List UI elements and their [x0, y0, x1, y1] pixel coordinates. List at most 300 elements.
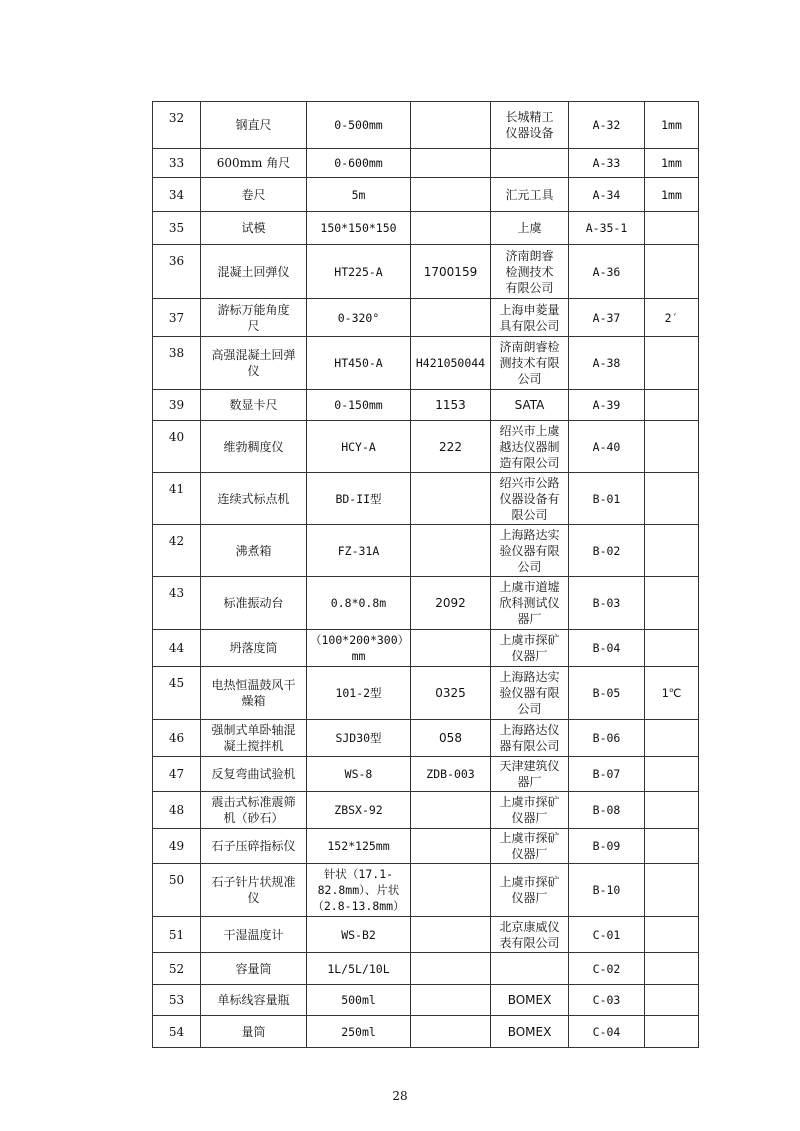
cell-no-text: 41 — [168, 482, 185, 496]
cell-no-text: 53 — [168, 993, 185, 1007]
cell-code — [569, 102, 645, 149]
cell-name — [201, 212, 307, 245]
cell-spec-text: ZBSX-92 — [334, 803, 383, 817]
cell-serial — [411, 757, 491, 792]
cell-spec — [307, 212, 411, 245]
cell-resolution — [645, 720, 699, 757]
cell-no-text: 37 — [168, 310, 185, 325]
cell-spec-text: 1L/5L/10L — [327, 961, 390, 976]
cell-spec — [307, 149, 411, 178]
cell-name — [201, 667, 307, 720]
cell-serial — [411, 953, 491, 985]
cell-no — [153, 720, 201, 757]
cell-name-text: 标准振动台 — [223, 596, 284, 610]
cell-no-text: 49 — [168, 839, 185, 853]
cell-maker-text: 上海路达实 验仪器有限 公司 — [499, 527, 560, 574]
cell-resolution-text: 1mm — [661, 187, 682, 202]
cell-spec — [307, 473, 411, 525]
cell-serial — [411, 473, 491, 525]
cell-code-text: A-37 — [592, 310, 621, 325]
cell-maker — [491, 985, 569, 1016]
cell-code — [569, 720, 645, 757]
cell-name-text: 单标线容量瓶 — [217, 993, 290, 1007]
cell-spec-text: 5m — [351, 187, 366, 202]
cell-no-text: 54 — [168, 1024, 185, 1039]
cell-name — [201, 299, 307, 337]
cell-code-text: A-33 — [592, 156, 621, 170]
cell-code — [569, 985, 645, 1016]
cell-name — [201, 149, 307, 178]
cell-no-text: 35 — [168, 221, 185, 235]
cell-maker — [491, 245, 569, 299]
cell-code — [569, 149, 645, 178]
cell-serial-text: 0325 — [435, 686, 466, 700]
cell-resolution — [645, 630, 699, 667]
cell-maker-text: 天津建筑仪 器厂 — [499, 759, 560, 789]
cell-no-text: 51 — [168, 927, 185, 942]
table-row — [153, 337, 699, 390]
cell-name-text: 600mm 角尺 — [216, 156, 291, 170]
cell-spec-text: SJD30型 — [335, 731, 382, 745]
cell-spec-text: BD-II型 — [335, 491, 382, 506]
cell-spec — [307, 917, 411, 953]
cell-code — [569, 792, 645, 829]
cell-maker — [491, 1016, 569, 1048]
cell-serial — [411, 577, 491, 630]
cell-name-text: 试模 — [241, 221, 266, 235]
cell-serial — [411, 864, 491, 917]
cell-code-text: A-36 — [592, 264, 621, 279]
table-row — [153, 953, 699, 985]
cell-spec-text: FZ-31A — [337, 543, 380, 558]
cell-maker — [491, 630, 569, 667]
cell-spec-text: 0-500mm — [334, 118, 383, 132]
cell-serial-text: 058 — [439, 731, 462, 745]
cell-no-text: 43 — [168, 586, 185, 600]
cell-name — [201, 917, 307, 953]
cell-resolution — [645, 245, 699, 299]
cell-serial-text: ZDB-003 — [426, 767, 475, 781]
table-row — [153, 917, 699, 953]
cell-no-text: 46 — [168, 731, 185, 745]
cell-spec — [307, 525, 411, 577]
cell-maker-text: 上虞市道墟 欣科测试仪 器厂 — [499, 580, 560, 626]
cell-code — [569, 630, 645, 667]
cell-name — [201, 1016, 307, 1048]
table-row — [153, 149, 699, 178]
cell-resolution — [645, 299, 699, 337]
cell-code-text: A-34 — [592, 187, 621, 202]
cell-code-text: A-35-1 — [585, 221, 628, 235]
cell-resolution — [645, 178, 699, 212]
cell-resolution — [645, 985, 699, 1016]
cell-no-text: 48 — [168, 803, 185, 817]
cell-name — [201, 390, 307, 421]
table-row — [153, 421, 699, 473]
cell-resolution — [645, 864, 699, 917]
table-row — [153, 1016, 699, 1048]
cell-code-text: B-02 — [592, 543, 621, 558]
table-row — [153, 720, 699, 757]
cell-name-text: 钢直尺 — [235, 118, 272, 132]
cell-maker-text: 汇元工具 — [505, 187, 554, 202]
cell-maker-text: 上海路达仪 器有限公司 — [499, 723, 560, 753]
cell-code-text: A-40 — [592, 439, 621, 454]
cell-spec-text: WS-B2 — [341, 927, 376, 942]
cell-resolution — [645, 577, 699, 630]
cell-no — [153, 829, 201, 864]
cell-code-text: B-09 — [592, 839, 621, 853]
cell-maker-text: 长城精工 仪器设备 — [505, 110, 554, 140]
cell-name — [201, 985, 307, 1016]
cell-maker-text: 绍兴市上虞 越达仪器制 造有限公司 — [499, 423, 560, 470]
cell-code-text: C-02 — [592, 961, 621, 976]
cell-code-text: C-04 — [592, 1024, 621, 1039]
cell-maker-text: BOMEX — [507, 1024, 552, 1039]
cell-serial — [411, 178, 491, 212]
cell-no — [153, 577, 201, 630]
cell-maker — [491, 720, 569, 757]
cell-code-text: A-39 — [592, 398, 621, 412]
cell-maker — [491, 299, 569, 337]
cell-serial — [411, 720, 491, 757]
table-row — [153, 473, 699, 525]
cell-code — [569, 829, 645, 864]
table-row — [153, 102, 699, 149]
cell-code-text: B-05 — [592, 686, 621, 700]
cell-name-text: 反复弯曲试验机 — [211, 767, 296, 781]
cell-code — [569, 577, 645, 630]
cell-no — [153, 917, 201, 953]
cell-no-text: 44 — [168, 641, 185, 655]
cell-code — [569, 1016, 645, 1048]
table-body — [153, 102, 699, 1048]
cell-name — [201, 245, 307, 299]
cell-no-text: 40 — [168, 430, 185, 444]
cell-spec — [307, 720, 411, 757]
cell-name-text: 游标万能角度 尺 — [217, 302, 290, 333]
cell-no-text: 32 — [168, 111, 185, 125]
cell-code-text: C-03 — [592, 993, 621, 1007]
cell-no — [153, 245, 201, 299]
table-row — [153, 667, 699, 720]
cell-no — [153, 299, 201, 337]
cell-serial — [411, 667, 491, 720]
cell-spec — [307, 667, 411, 720]
cell-spec-text: 0-320° — [337, 310, 380, 325]
cell-serial — [411, 525, 491, 577]
cell-serial — [411, 421, 491, 473]
cell-spec — [307, 299, 411, 337]
cell-no — [153, 421, 201, 473]
cell-maker-text: 绍兴市公路 仪器设备有 限公司 — [499, 475, 560, 522]
cell-name-text: 数显卡尺 — [229, 398, 278, 412]
cell-name-text: 石子压碎指标仪 — [211, 839, 296, 853]
cell-resolution-text: 1℃ — [661, 686, 682, 700]
cell-maker — [491, 421, 569, 473]
cell-serial — [411, 299, 491, 337]
cell-maker — [491, 102, 569, 149]
cell-maker — [491, 953, 569, 985]
cell-serial — [411, 390, 491, 421]
cell-no — [153, 390, 201, 421]
cell-name-text: 沸煮箱 — [235, 543, 272, 558]
table-row — [153, 525, 699, 577]
table-row — [153, 630, 699, 667]
cell-no — [153, 667, 201, 720]
cell-name-text: 坍落度筒 — [229, 641, 278, 655]
cell-maker — [491, 337, 569, 390]
cell-resolution — [645, 917, 699, 953]
cell-spec — [307, 864, 411, 917]
cell-name — [201, 720, 307, 757]
cell-no — [153, 864, 201, 917]
cell-maker-text: 济南朗睿检 测技术有限 公司 — [499, 340, 560, 386]
cell-code — [569, 864, 645, 917]
cell-code — [569, 917, 645, 953]
cell-serial-text: 1700159 — [423, 264, 478, 279]
cell-no — [153, 1016, 201, 1048]
cell-code-text: C-01 — [592, 927, 621, 942]
equipment-table — [152, 101, 699, 1048]
cell-no-text: 42 — [168, 534, 185, 548]
cell-code — [569, 525, 645, 577]
cell-spec — [307, 245, 411, 299]
cell-no-text: 33 — [168, 156, 185, 170]
cell-name — [201, 337, 307, 390]
cell-spec-text: WS-8 — [344, 767, 373, 781]
cell-resolution-text: 1mm — [661, 118, 682, 132]
table-row — [153, 864, 699, 917]
cell-spec — [307, 390, 411, 421]
cell-maker — [491, 525, 569, 577]
cell-resolution — [645, 149, 699, 178]
cell-name-text: 高强混凝土回弹 仪 — [211, 348, 296, 378]
cell-maker-text: 上虞市探矿 仪器厂 — [499, 875, 560, 905]
cell-no-text: 47 — [168, 767, 185, 781]
cell-resolution-text: 1mm — [661, 156, 682, 170]
cell-code — [569, 757, 645, 792]
cell-maker — [491, 577, 569, 630]
cell-code-text: B-03 — [592, 596, 621, 610]
cell-name — [201, 473, 307, 525]
cell-maker — [491, 178, 569, 212]
cell-maker-text: BOMEX — [507, 993, 552, 1007]
cell-maker — [491, 390, 569, 421]
cell-name — [201, 630, 307, 667]
table-row — [153, 757, 699, 792]
cell-no-text: 52 — [168, 961, 185, 976]
table-row — [153, 245, 699, 299]
cell-serial — [411, 792, 491, 829]
cell-serial — [411, 917, 491, 953]
cell-name-text: 混凝土回弹仪 — [217, 264, 290, 279]
cell-no — [153, 630, 201, 667]
cell-spec-text: 152*125mm — [327, 839, 390, 853]
cell-maker — [491, 212, 569, 245]
cell-name-text: 容量筒 — [235, 961, 272, 976]
cell-spec-text: （100*200*300） mm — [310, 633, 410, 663]
cell-code — [569, 245, 645, 299]
cell-spec — [307, 102, 411, 149]
cell-resolution — [645, 525, 699, 577]
cell-maker-text: 济南朗睿 检测技术 有限公司 — [505, 248, 554, 295]
cell-no — [153, 102, 201, 149]
cell-name-text: 石子针片状规准 仪 — [211, 875, 296, 905]
cell-spec — [307, 421, 411, 473]
cell-resolution — [645, 757, 699, 792]
cell-resolution-text: 2′ — [664, 310, 679, 325]
cell-spec — [307, 985, 411, 1016]
cell-name-text: 强制式单卧轴混 凝土搅拌机 — [211, 723, 296, 753]
cell-serial — [411, 337, 491, 390]
cell-maker — [491, 473, 569, 525]
cell-serial — [411, 985, 491, 1016]
cell-maker-text: 上海申菱量 具有限公司 — [499, 302, 560, 333]
cell-no-text: 39 — [168, 398, 185, 412]
cell-resolution — [645, 792, 699, 829]
cell-no — [153, 149, 201, 178]
cell-code — [569, 337, 645, 390]
cell-code — [569, 212, 645, 245]
cell-serial — [411, 829, 491, 864]
cell-maker — [491, 829, 569, 864]
cell-maker — [491, 864, 569, 917]
table-row — [153, 829, 699, 864]
cell-name — [201, 792, 307, 829]
cell-code-text: B-07 — [592, 767, 621, 781]
cell-spec-text: 0-150mm — [334, 398, 383, 412]
cell-no-text: 38 — [168, 346, 185, 360]
table-row — [153, 390, 699, 421]
cell-maker-text: 上虞 — [517, 221, 542, 235]
table-row — [153, 212, 699, 245]
cell-name — [201, 757, 307, 792]
cell-no — [153, 985, 201, 1016]
cell-serial-text: 222 — [439, 439, 462, 454]
cell-serial — [411, 1016, 491, 1048]
cell-spec — [307, 337, 411, 390]
table-row — [153, 985, 699, 1016]
page-number: 28 — [392, 1089, 408, 1103]
cell-spec-text: 0-600mm — [334, 156, 383, 170]
cell-resolution — [645, 390, 699, 421]
cell-resolution — [645, 953, 699, 985]
cell-code — [569, 953, 645, 985]
cell-no-text: 50 — [168, 873, 185, 887]
table-row — [153, 577, 699, 630]
cell-no — [153, 792, 201, 829]
cell-code — [569, 299, 645, 337]
cell-code — [569, 390, 645, 421]
table-row — [153, 299, 699, 337]
cell-name — [201, 829, 307, 864]
cell-spec-text: 101-2型 — [335, 686, 382, 700]
cell-spec — [307, 577, 411, 630]
cell-serial-text: H421050044 — [415, 356, 486, 370]
cell-code-text: A-38 — [592, 356, 621, 370]
cell-maker — [491, 149, 569, 178]
cell-no — [153, 178, 201, 212]
cell-code-text: B-10 — [592, 883, 621, 897]
cell-serial — [411, 630, 491, 667]
cell-no — [153, 953, 201, 985]
cell-resolution — [645, 421, 699, 473]
cell-spec — [307, 757, 411, 792]
cell-resolution — [645, 829, 699, 864]
cell-spec — [307, 630, 411, 667]
cell-spec-text: HT225-A — [334, 264, 383, 279]
cell-code — [569, 473, 645, 525]
cell-name-text: 卷尺 — [241, 187, 266, 202]
cell-code — [569, 667, 645, 720]
cell-spec — [307, 829, 411, 864]
cell-serial — [411, 149, 491, 178]
cell-no — [153, 525, 201, 577]
cell-name-text: 维勃稠度仪 — [223, 439, 284, 454]
cell-spec-text: 针状（17.1- 82.8mm）、片状 （2.8-13.8mm） — [312, 867, 405, 913]
cell-code — [569, 178, 645, 212]
cell-spec-text: HT450-A — [334, 356, 383, 370]
table-row — [153, 178, 699, 212]
cell-no — [153, 212, 201, 245]
cell-resolution — [645, 473, 699, 525]
cell-maker — [491, 792, 569, 829]
cell-maker-text: SATA — [514, 398, 545, 412]
cell-spec-text: HCY-A — [341, 439, 376, 454]
cell-serial-text: 2092 — [435, 596, 466, 610]
cell-maker — [491, 917, 569, 953]
cell-name — [201, 864, 307, 917]
cell-spec-text: 150*150*150 — [320, 221, 397, 235]
cell-name — [201, 421, 307, 473]
cell-spec-text: 250ml — [341, 1024, 376, 1039]
cell-name-text: 电热恒温鼓风干 燥箱 — [211, 678, 296, 708]
cell-no-text: 34 — [168, 187, 185, 202]
cell-serial — [411, 102, 491, 149]
cell-spec — [307, 792, 411, 829]
cell-resolution — [645, 212, 699, 245]
cell-code-text: A-32 — [592, 118, 621, 132]
cell-no-text: 36 — [168, 254, 185, 268]
cell-maker-text: 北京康威仪 表有限公司 — [499, 919, 560, 950]
cell-serial-text: 1153 — [435, 398, 466, 412]
cell-name — [201, 577, 307, 630]
cell-name — [201, 953, 307, 985]
cell-code-text: B-04 — [592, 641, 621, 655]
cell-code — [569, 421, 645, 473]
cell-maker-text: 上虞市探矿 仪器厂 — [499, 831, 560, 861]
cell-spec — [307, 178, 411, 212]
cell-no — [153, 337, 201, 390]
cell-name — [201, 102, 307, 149]
cell-name-text: 连续式标点机 — [217, 491, 290, 506]
cell-spec — [307, 1016, 411, 1048]
cell-no — [153, 473, 201, 525]
cell-code-text: B-08 — [592, 803, 621, 817]
cell-no-text: 45 — [168, 676, 185, 690]
cell-resolution — [645, 102, 699, 149]
cell-maker — [491, 667, 569, 720]
cell-maker-text: 上海路达实 验仪器有限 公司 — [499, 670, 560, 716]
cell-resolution — [645, 1016, 699, 1048]
cell-name-text: 量筒 — [241, 1024, 266, 1039]
cell-name — [201, 178, 307, 212]
cell-maker-text: 上虞市探矿 仪器厂 — [499, 795, 560, 825]
cell-spec-text: 500ml — [341, 993, 376, 1007]
cell-name-text: 震击式标准震筛 机（砂石） — [211, 795, 296, 825]
cell-resolution — [645, 337, 699, 390]
